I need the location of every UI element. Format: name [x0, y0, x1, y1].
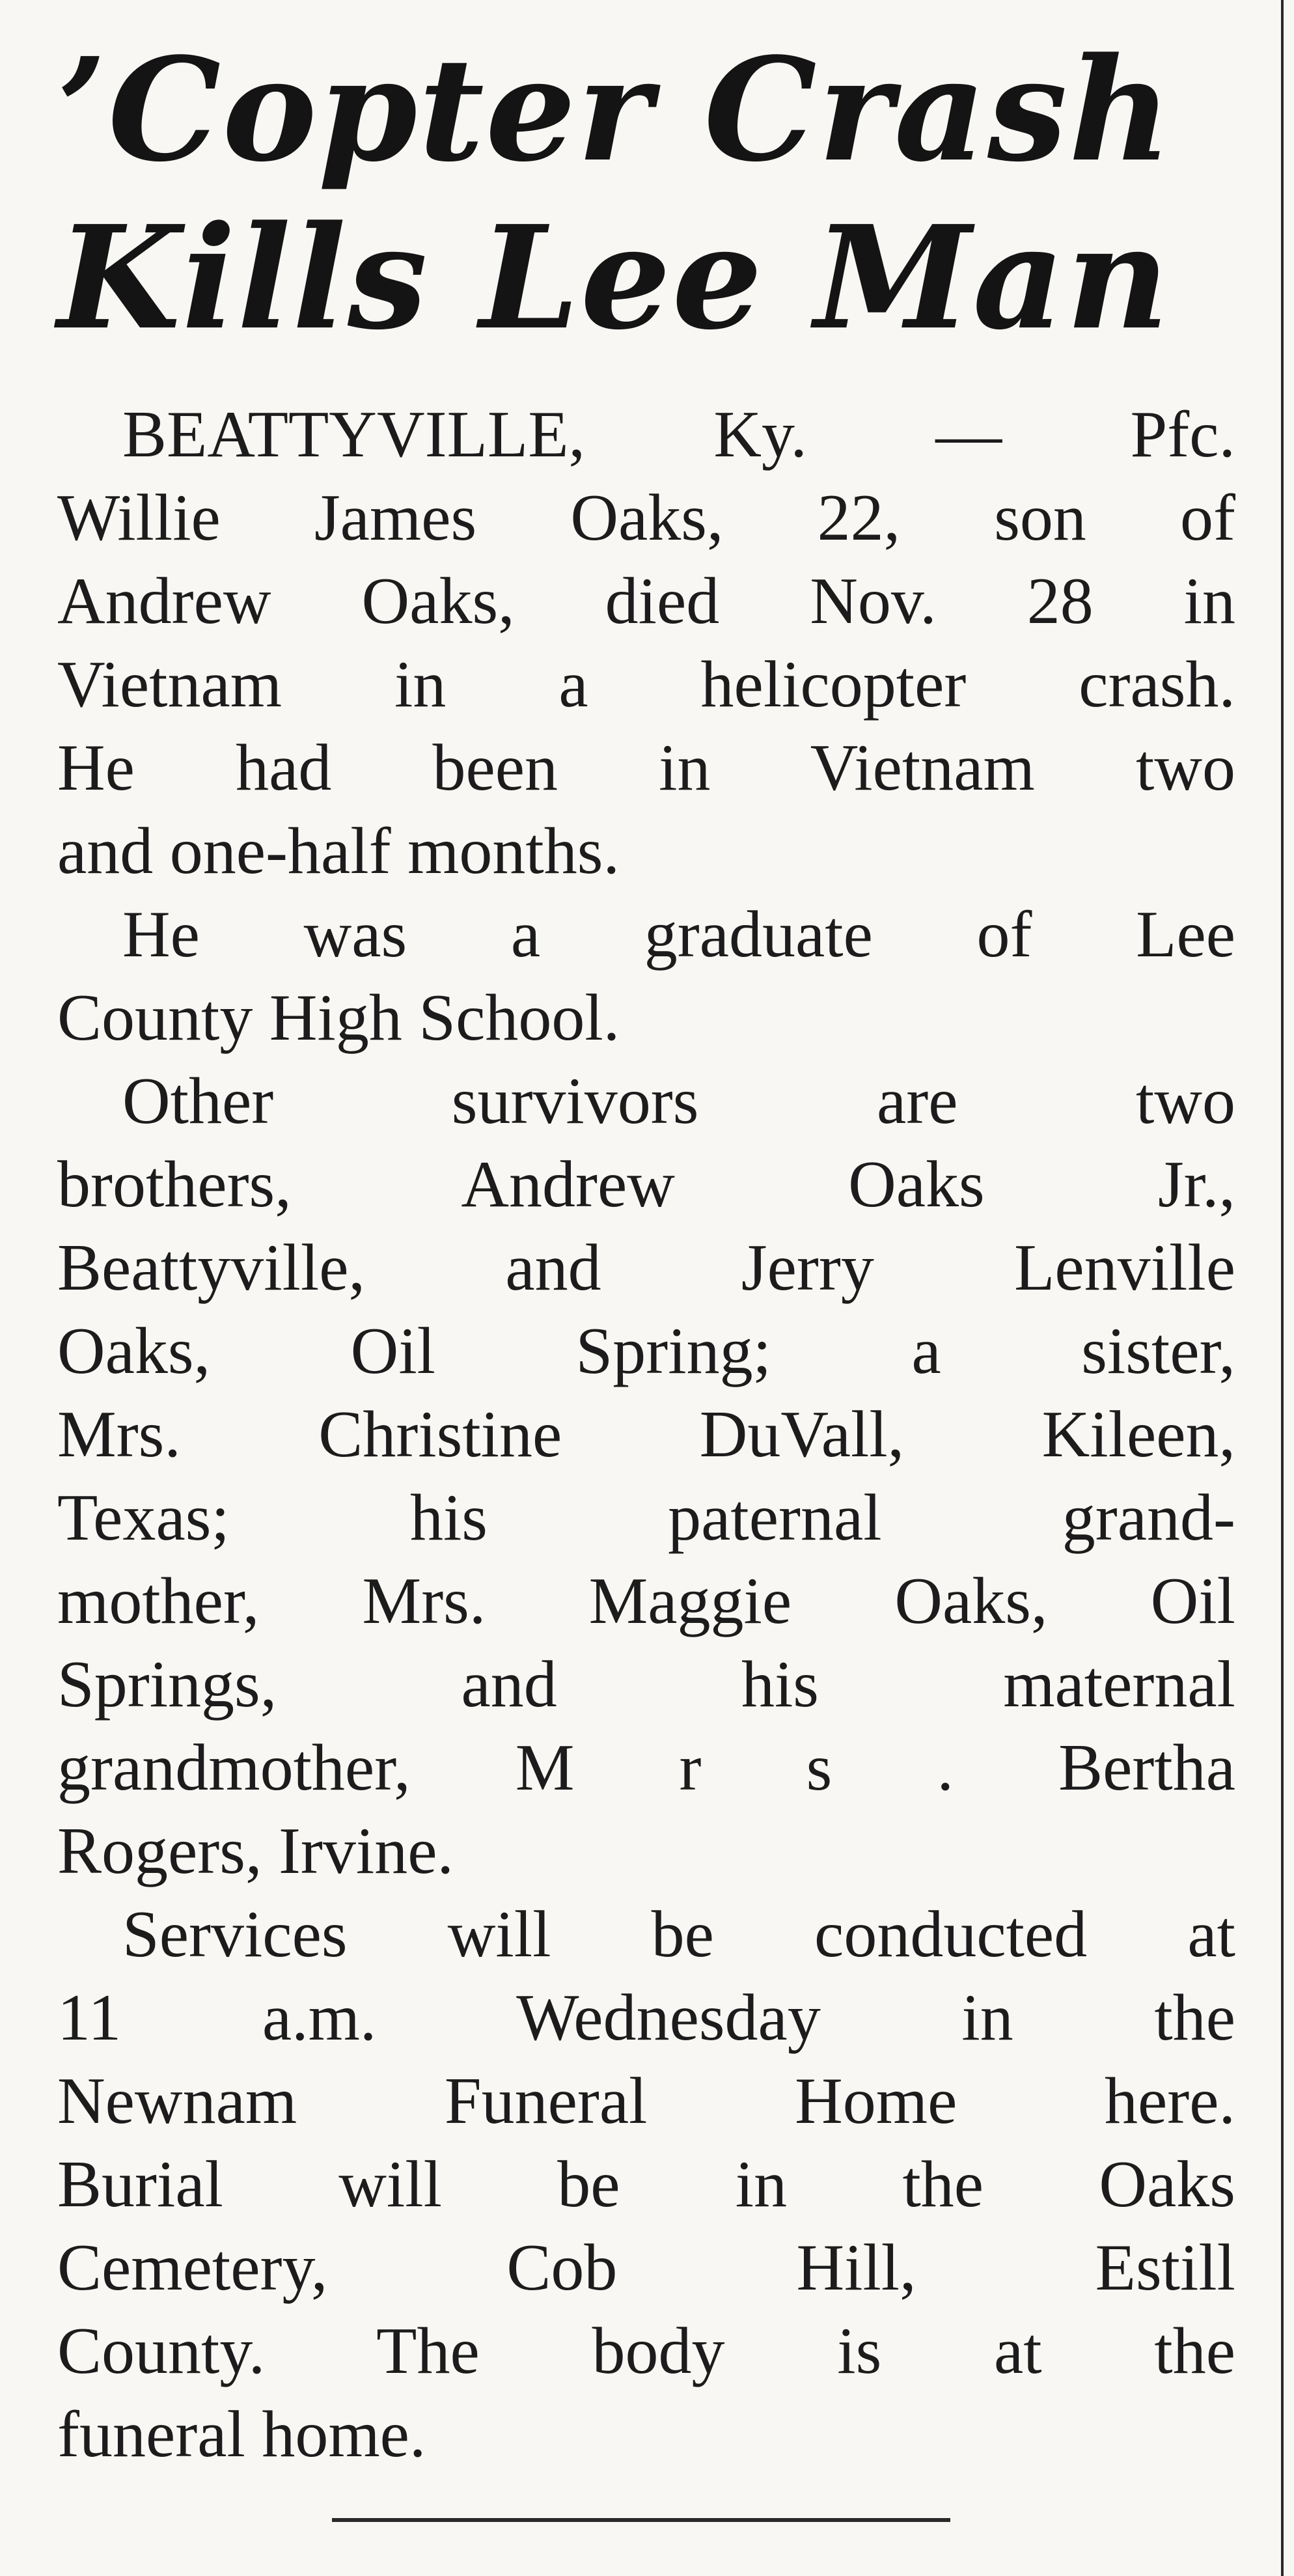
text-line: Newnam Funeral Home here. [57, 2064, 1235, 2138]
paragraph-education [57, 893, 1235, 1060]
text-line: brothers, Andrew Oaks Jr., [57, 1148, 1235, 1221]
text-line: He had been in Vietnam two [57, 731, 1235, 805]
article-end-rule [332, 2518, 950, 2522]
text-line: Burial will be in the Oaks [57, 2148, 1235, 2221]
text-line: mother, Mrs. Maggie Oaks, Oil [57, 1564, 1235, 1638]
text-line: Willie James Oaks, 22, son of [57, 481, 1235, 555]
text-line: and one-half months. [57, 814, 620, 888]
text-line: BEATTYVILLE, Ky. — Pfc. [122, 398, 1235, 471]
text-line: Vietnam in a helicopter crash. [57, 648, 1235, 721]
text-line: Oaks, Oil Spring; a sister, [57, 1314, 1235, 1388]
text-line: Cemetery, Cob Hill, Estill [57, 2231, 1235, 2305]
text-line: Mrs. Christine DuVall, Kileen, [57, 1398, 1235, 1471]
text-line: Rogers, Irvine. [57, 1814, 454, 1888]
column-divider [1281, 0, 1284, 2576]
headline-line: Kills Lee Man [57, 195, 1171, 361]
headline-line: ’Copter Crash [57, 27, 1174, 193]
text-line: Andrew Oaks, died Nov. 28 in [57, 564, 1235, 638]
text-line: Services will be conducted at [122, 1898, 1235, 1971]
text-line: He was a graduate of Lee [122, 898, 1235, 971]
article [57, 26, 1235, 2476]
article-body [57, 393, 1235, 2476]
paragraph-services [57, 1893, 1235, 2476]
paragraph-lead [57, 393, 1235, 893]
text-line: County High School. [57, 981, 620, 1055]
text-line: Texas; his paternal grand- [57, 1481, 1235, 1555]
text-line: County. The body is at the [57, 2314, 1235, 2388]
paragraph-survivors [57, 1060, 1235, 1893]
text-line: Beattyville, and Jerry Lenville [57, 1231, 1235, 1305]
text-line: Springs, and his maternal [57, 1648, 1235, 1721]
headline [57, 26, 1235, 362]
text-line: Other survivors are two [122, 1064, 1235, 1138]
text-line: 11 a.m. Wednesday in the [57, 1981, 1235, 2055]
text-line: grandmother, M r s . Bertha [57, 1731, 1235, 1805]
text-line: funeral home. [57, 2398, 426, 2471]
